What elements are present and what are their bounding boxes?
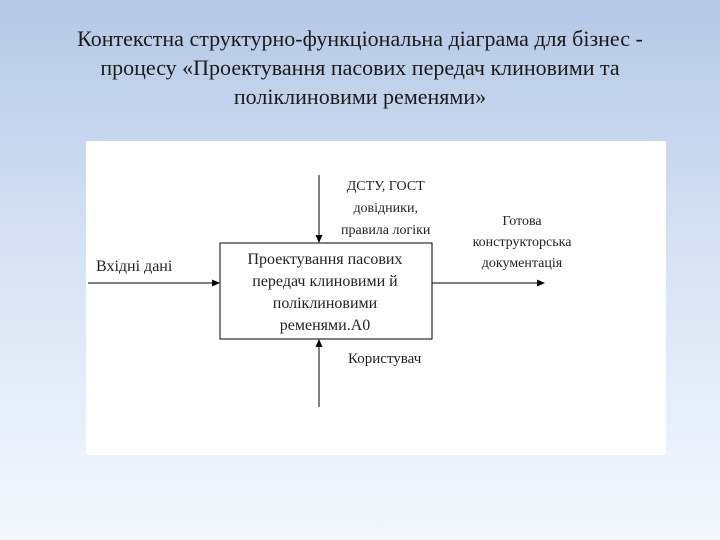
title-line: поліклиновими ременями» [233, 84, 487, 109]
mechanism-label: Користувач [348, 351, 422, 367]
title-line: Контекстна структурно-функціональна діаграма для бізнес - [77, 26, 643, 51]
input-label: Вхідні дані [96, 258, 173, 275]
output-label [462, 211, 582, 274]
control-line: правила логіки [341, 223, 431, 238]
function-line: ременями.А0 [279, 317, 371, 334]
slide-title [30, 24, 690, 111]
control-line: довідники, [353, 201, 418, 216]
output-line: документація [481, 256, 563, 271]
function-line: Проектування пасових [247, 251, 403, 268]
function-line: передач клиновими й [252, 273, 398, 290]
idef0-context-diagram [86, 141, 666, 455]
control-label [341, 176, 430, 242]
title-line: процесу «Проектування пасових передач клиновими та [100, 55, 620, 80]
function-line: поліклиновими [272, 295, 378, 312]
control-line: ДСТУ, ГОСТ [346, 179, 425, 194]
output-line: конструкторська [472, 235, 572, 250]
output-line: Готова [502, 214, 542, 229]
function-label [220, 249, 430, 337]
